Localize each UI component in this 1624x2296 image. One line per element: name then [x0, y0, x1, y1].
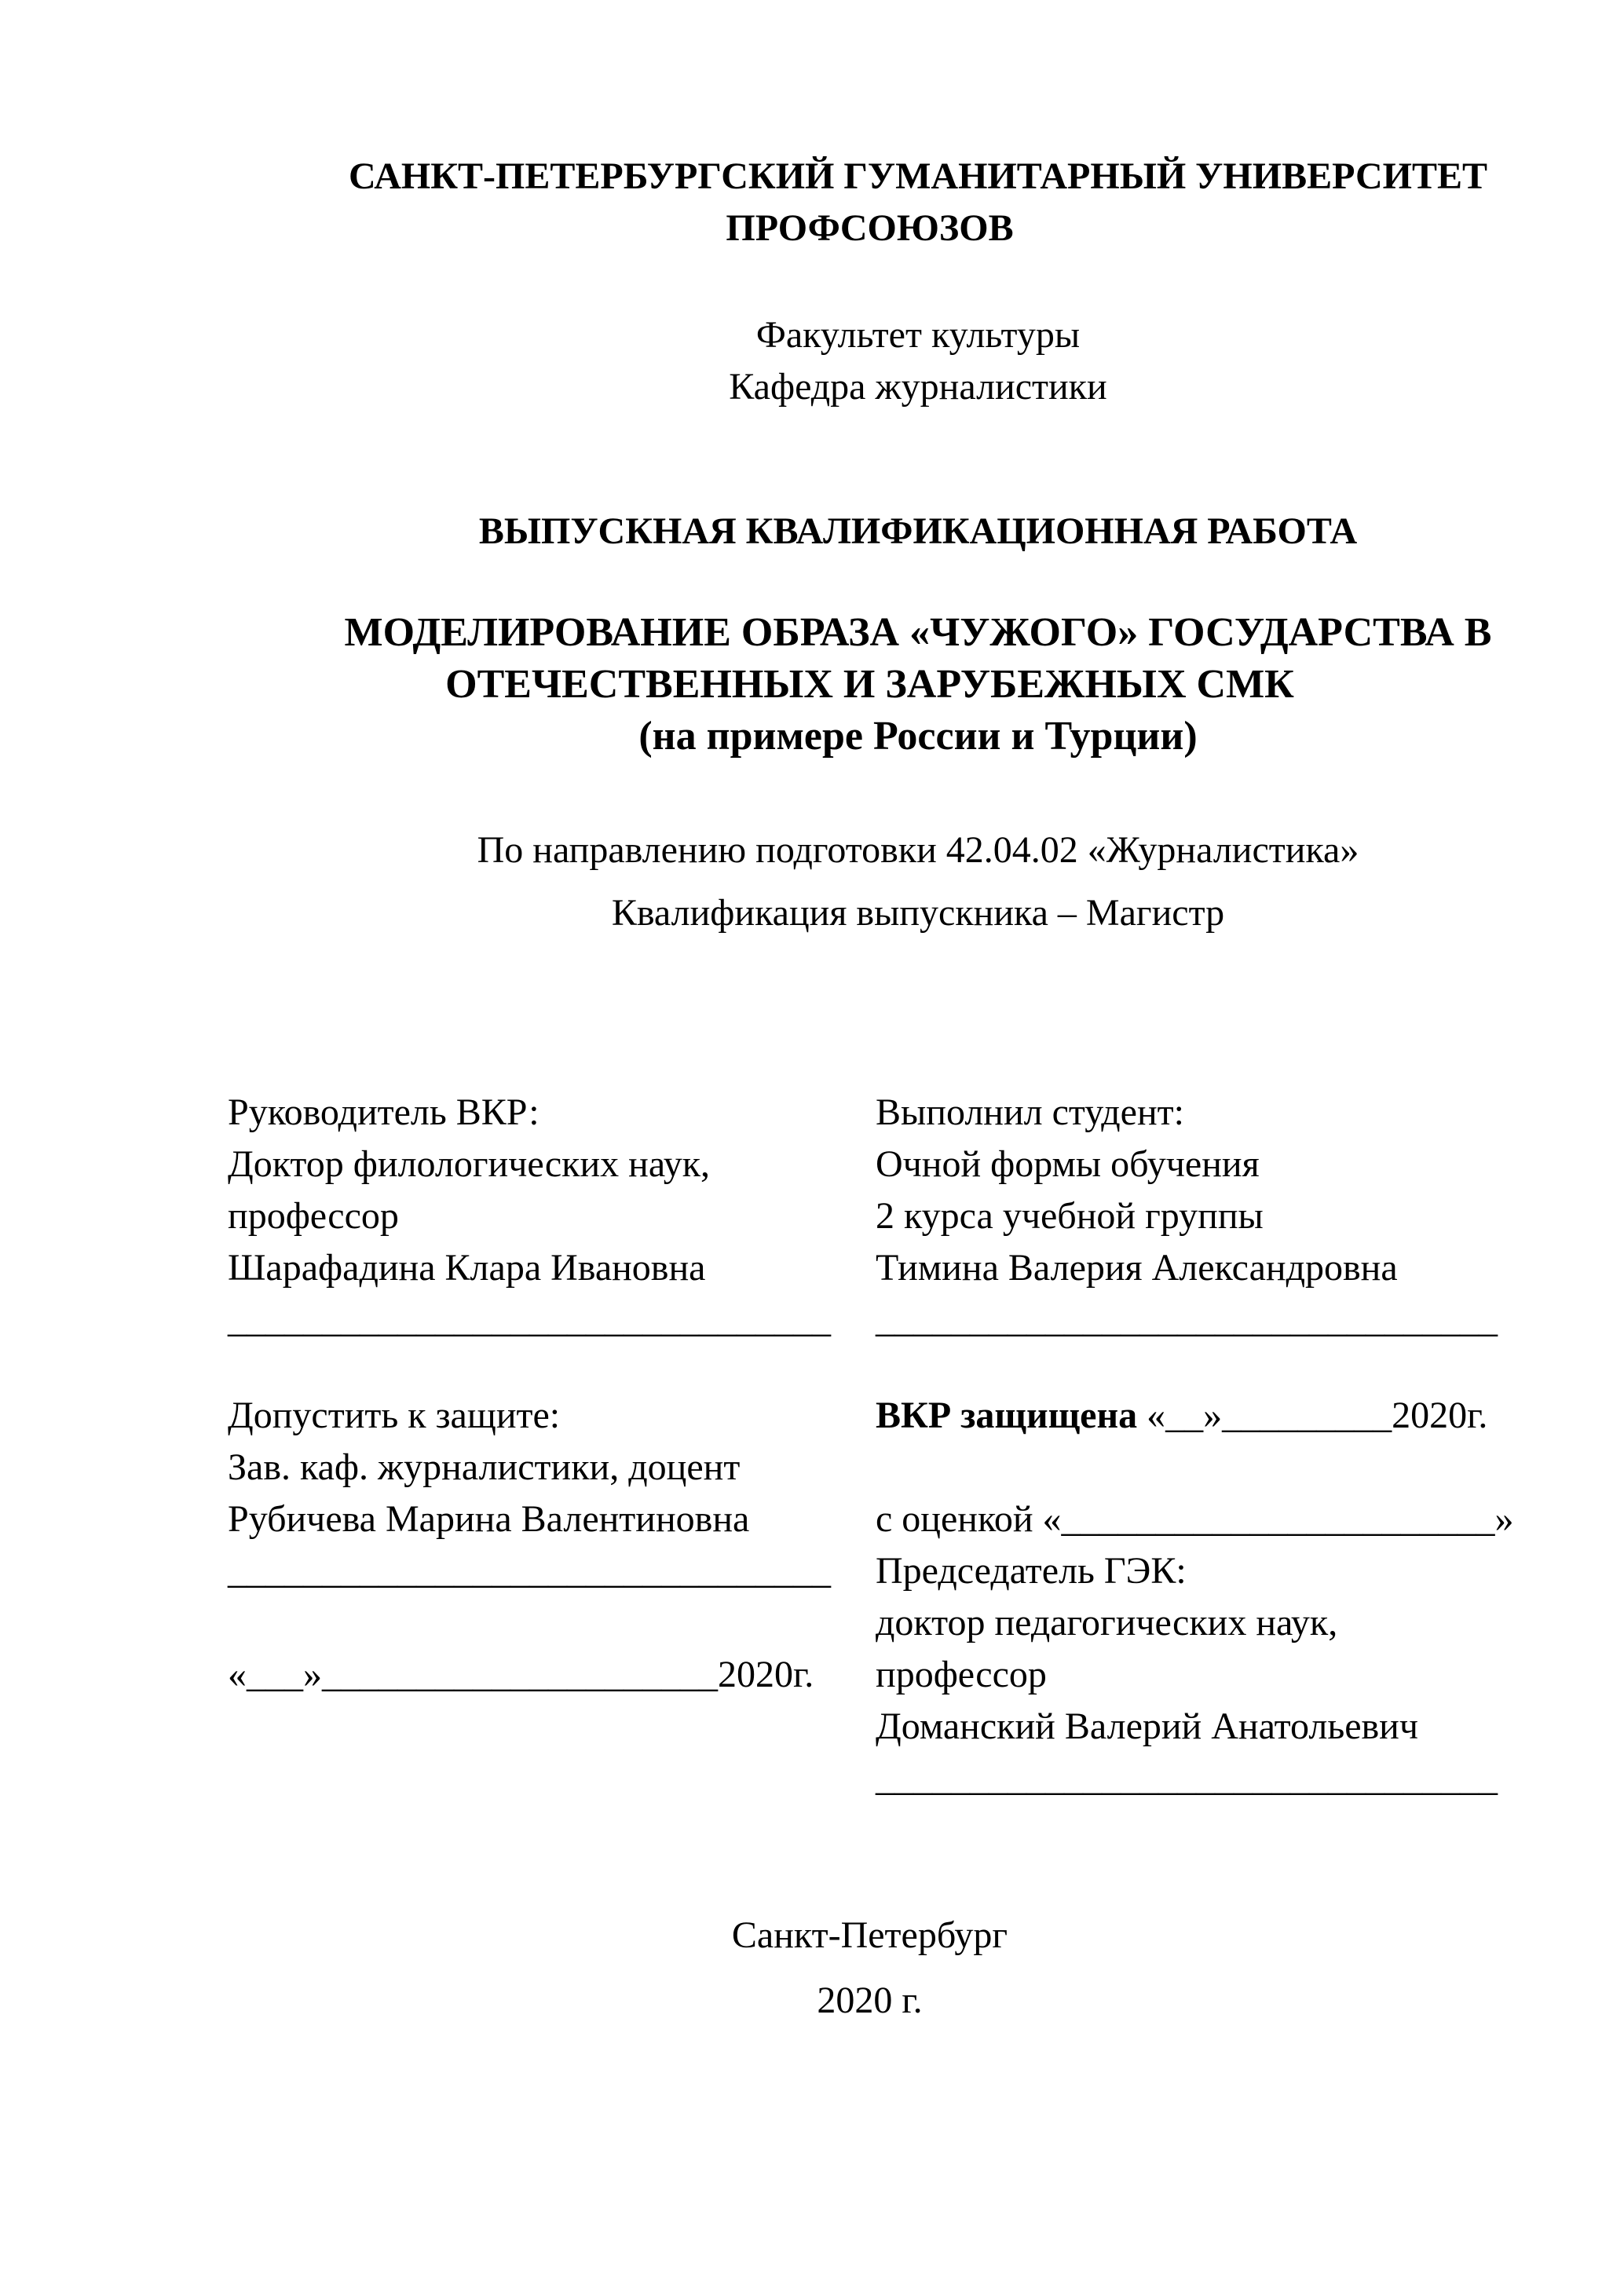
thesis-title-block: [228, 607, 1512, 762]
gek-chairman-heading: Председатель ГЭК:: [876, 1550, 1187, 1592]
footer-city: Санкт-Петербург: [731, 1914, 1008, 1956]
supervisor-role-label: Руководитель ВКР:: [228, 1091, 540, 1133]
defense-status-line: [876, 1390, 1512, 1442]
supervisor-signature-line: ________________________________: [228, 1299, 831, 1340]
admission-column: [228, 1390, 848, 1804]
supervisor-name: Шарафадина Клара Ивановна: [228, 1247, 706, 1289]
qualification-line: Квалификация выпускника – Магистр: [611, 892, 1225, 934]
thesis-title-line2: ОТЕЧЕСТВЕННЫХ И ЗАРУБЕЖНЫХ СМК: [445, 662, 1294, 707]
defense-spacer-row: [876, 1442, 1512, 1493]
work-type-heading: ВЫПУСКНАЯ КВАЛИФИКАЦИОННАЯ РАБОТА: [478, 510, 1358, 552]
supervisor-rank: профессор: [228, 1195, 399, 1237]
admission-date-line: «___»_____________________2020г.: [228, 1654, 814, 1695]
student-study-form: Очной формы обучения: [876, 1143, 1260, 1185]
supervisor-degree: Доктор филологических наук,: [228, 1143, 711, 1185]
footer-year: 2020 г.: [817, 1980, 923, 2021]
student-name: Тимина Валерия Александровна: [876, 1247, 1398, 1289]
admission-spacer-row: [228, 1597, 848, 1649]
admission-signature-line: ________________________________: [228, 1550, 831, 1592]
admission-approver-name: Рубичева Марина Валентиновна: [228, 1498, 750, 1540]
department-name: Кафедра журналистики: [729, 366, 1107, 408]
faculty-department-block: [228, 309, 1512, 413]
page-content: [228, 151, 1512, 2027]
admission-approver-position: Зав. каф. журналистики, доцент: [228, 1446, 741, 1488]
program-line: По направлению подготовки 42.04.02 «Журналистика»: [477, 829, 1359, 871]
defense-date-blank: «__»_________2020г.: [1137, 1395, 1488, 1436]
university-name-block: [228, 151, 1512, 254]
thesis-title-line3: (на примере России и Турции): [638, 714, 1198, 759]
university-name-line2: ПРОФСОЮЗОВ: [726, 207, 1014, 249]
student-column: [876, 1087, 1512, 1346]
student-signature-line: _________________________________: [876, 1299, 1498, 1340]
gek-chairman-degree: доктор педагогических наук,: [876, 1602, 1338, 1643]
gek-chairman-signature-line: _________________________________: [876, 1757, 1498, 1799]
supervisor-student-section: [228, 1087, 1512, 1346]
student-group: 2 курса учебной группы: [876, 1195, 1264, 1237]
admission-heading: Допустить к защите:: [228, 1395, 561, 1436]
admission-defense-section: [228, 1390, 1512, 1804]
university-name-line1: САНКТ-ПЕТЕРБУРГСКИЙ ГУМАНИТАРНЫЙ УНИВЕРСИТЕТ: [348, 155, 1488, 197]
defense-column: [876, 1390, 1512, 1804]
gek-chairman-rank: профессор: [876, 1654, 1047, 1695]
thesis-title-line1: МОДЕЛИРОВАНИЕ ОБРАЗА «ЧУЖОГО» ГОСУДАРСТВА В: [344, 610, 1492, 655]
gek-chairman-name: Доманский Валерий Анатольевич: [876, 1706, 1419, 1747]
defense-status-label: ВКР защищена: [876, 1395, 1138, 1436]
student-role-label: Выполнил студент:: [876, 1091, 1184, 1133]
defense-grade-line: с оценкой «_______________________»: [876, 1498, 1514, 1540]
faculty-name: Факультет культуры: [755, 314, 1081, 356]
supervisor-column: [228, 1087, 848, 1346]
